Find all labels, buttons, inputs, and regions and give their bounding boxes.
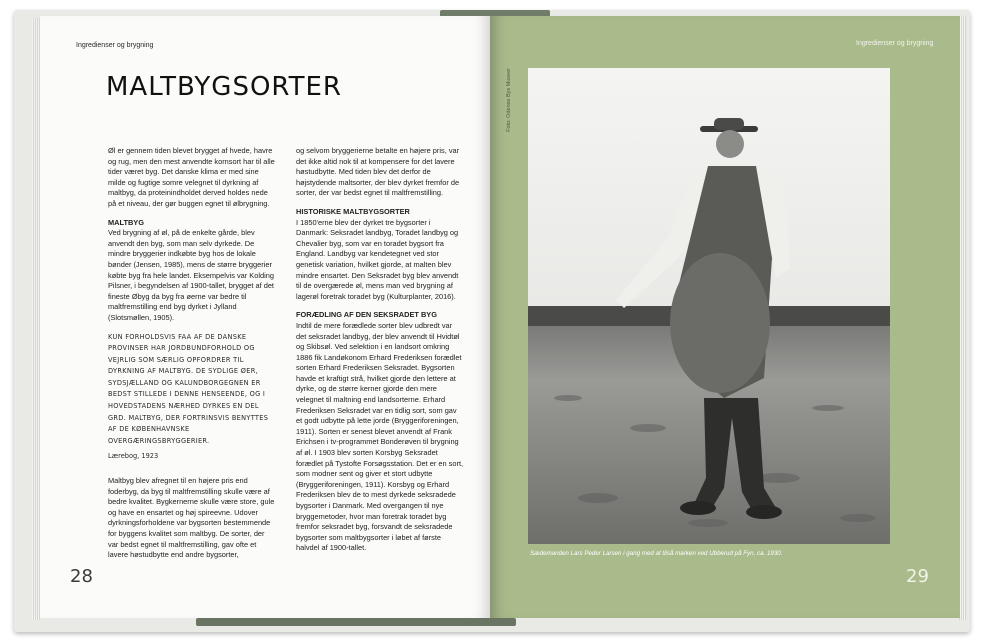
book-spine-bottom bbox=[196, 618, 516, 626]
intro-paragraph: Øl er gennem tiden blevet brygget af hvede, havre og rug, men den mest anvendte kornsort har til alle tider været byg. Det danske klima er med sine milde og fugtige somre velegnet til dyrkning af maltbyg, da proteinindholdet derved holdes nede på et niveau, der gør buggen egnet til ølbrygning. bbox=[108, 146, 275, 208]
closing-paragraph: Maltbyg blev afregnet til en højere pris end foderbyg, da byg til maltfremstilling skulle være af bedre kvalitet. Bygkernerne skulle være store, gule og have en ensartet og høj spireevne. Udover dyrkningsforholdene var bygsorten bestemmende for byggens kvalitet som maltbyg. De sorter, der var bedst egnet til maltfremstilling, gav ofte et lavere høstudbytte end andre bygsorter, bbox=[108, 476, 275, 560]
maltbyg-paragraph: Ved brygning af øl, på de enkelte gårde, blev anvendt den byg, som man selv dyrkede. De mindre bryggerier indkøbte byg hos de lokale bønder (Jensen, 1985), mens de større bryggerier købte byg fra hele landet. Eksempelvis var Kolding Pilsner, i begyndelsen af 1900-tallet, brygget af det fineste Øbyg da byg fra øerne var bedre til maltfremstilling end byg dyrket i Jylland (Slotsmøllen, 1905). bbox=[108, 228, 274, 322]
continuation-paragraph: og selvom bryggerierne betalte en højere pris, var det ikke altid nok til at kompensere for det lavere høstudbytte. Med tiden blev det derfor de højstydende maltsorter, der blev dyrket fremfor de sorter, der var bedst egnet til maltfremstilling. bbox=[296, 146, 460, 198]
historical-photo bbox=[528, 68, 890, 544]
page-number-right: 29 bbox=[906, 566, 929, 587]
page-title: MALTBYGSORTER bbox=[106, 72, 342, 102]
foraedling-paragraph: Indtil de mere forædlede sorter blev udbredt var det seksradet landbyg, der blev anvendt til Hvidtøl og Skibsøl. Ved selektion i en landsort omkring 1886 fik Landøkonom Erhard Frederiksen forædlet sorten Erhard Frederiksen Seksradet. Bygsorten havde et kraftigt strå, hvilket gjorde den lettere at dyrke, og de større kerner gjorde den mere velegnet til maltning end landsorterne. Erhard Frederiksen Seksradet var en tidlig sort, som gav et godt udbytte på lette jorde (Bryggeriforeningen, 1911). Sorten er senest blevet anvendt af Frank Erichsen i tv-programmet Bonderøven til brygning af øl. I 1903 blev sorten Korsbyg Seksradet forædlet på Tystofte Forsøgsstation. Det er en sort, som modner sent og giver et stort udbytte (Bryggeriforeningen, 1911). Korsbyg og Erhard Frederiksen blev de to mest dyrkede seksradede bygsorter i Danmark. Med overgangen til nye bryggemetoder, hvor man foretrak toradet byg fremfor seksradet byg, forsvandt de seksradede bygsorter som maltbygsorter i løbet af første halvdel af 1900-tallet. bbox=[296, 320, 464, 553]
photo-credit: Foto: Odense Bys Museer bbox=[506, 68, 512, 132]
maltbyg-heading: MALTBYG bbox=[108, 217, 144, 227]
historiske-heading: HISTORISKE MALTBYGSORTER bbox=[296, 206, 410, 216]
foraedling-heading: FORÆDLING AF DEN SEKSRADET BYG bbox=[296, 310, 437, 320]
quote-source: Lærebog, 1923 bbox=[108, 452, 159, 461]
sower-photo-illustration bbox=[528, 68, 890, 544]
left-column bbox=[108, 146, 276, 569]
running-head-left: Ingredienser og brygning bbox=[76, 42, 154, 49]
page-number-left: 28 bbox=[70, 566, 93, 587]
historiske-paragraph: I 1850'erne blev der dyrket tre bygsorter i Danmark: Seksradet landbyg, Toradet landbyg og Chevalier byg, som var en toradet bygsort fra England. Landbyg var kendetegnet ved stor genetisk variation, hvilket gjorde, at malten blev mindre ensartet. Den Seksradet byg blev anvendt til de overgærede øl, mens man ved brygning af lagerøl foretrak toradet byg (Kulturplanter, 2016). bbox=[296, 217, 459, 301]
running-head-right: Ingredienser og brygning bbox=[856, 40, 934, 47]
quote-block: KUN FORHOLDSVIS FAA AF DE DANSKE PROVINSER HAR JORDBUNDFORHOLD OG VEJRLIG SOM SÆRLIG OPFORDRER TIL DYRKNING AF MALTBYG. DE SYDLIGE ØER, SYDSJÆLLAND OG KALUNDBORGEGNEN ER BEDST STILLEDE I DENNE HENSEENDE, OG I HOVEDSTADENS NÆRHED DYRKES EN DEL GRD. MALTBYG, DER FORTRINSVIS BENYTTES AF DE KØBENHAVNSKE OVERGÆRINGSBRYGGERIER. bbox=[108, 332, 269, 445]
page-edges-left bbox=[32, 18, 40, 620]
right-column bbox=[296, 146, 464, 562]
photo-caption: Sædemanden Lars Peder Larsen i gang med at tilså marken ved Ubberud på Fyn, ca. 1930. bbox=[530, 550, 783, 557]
